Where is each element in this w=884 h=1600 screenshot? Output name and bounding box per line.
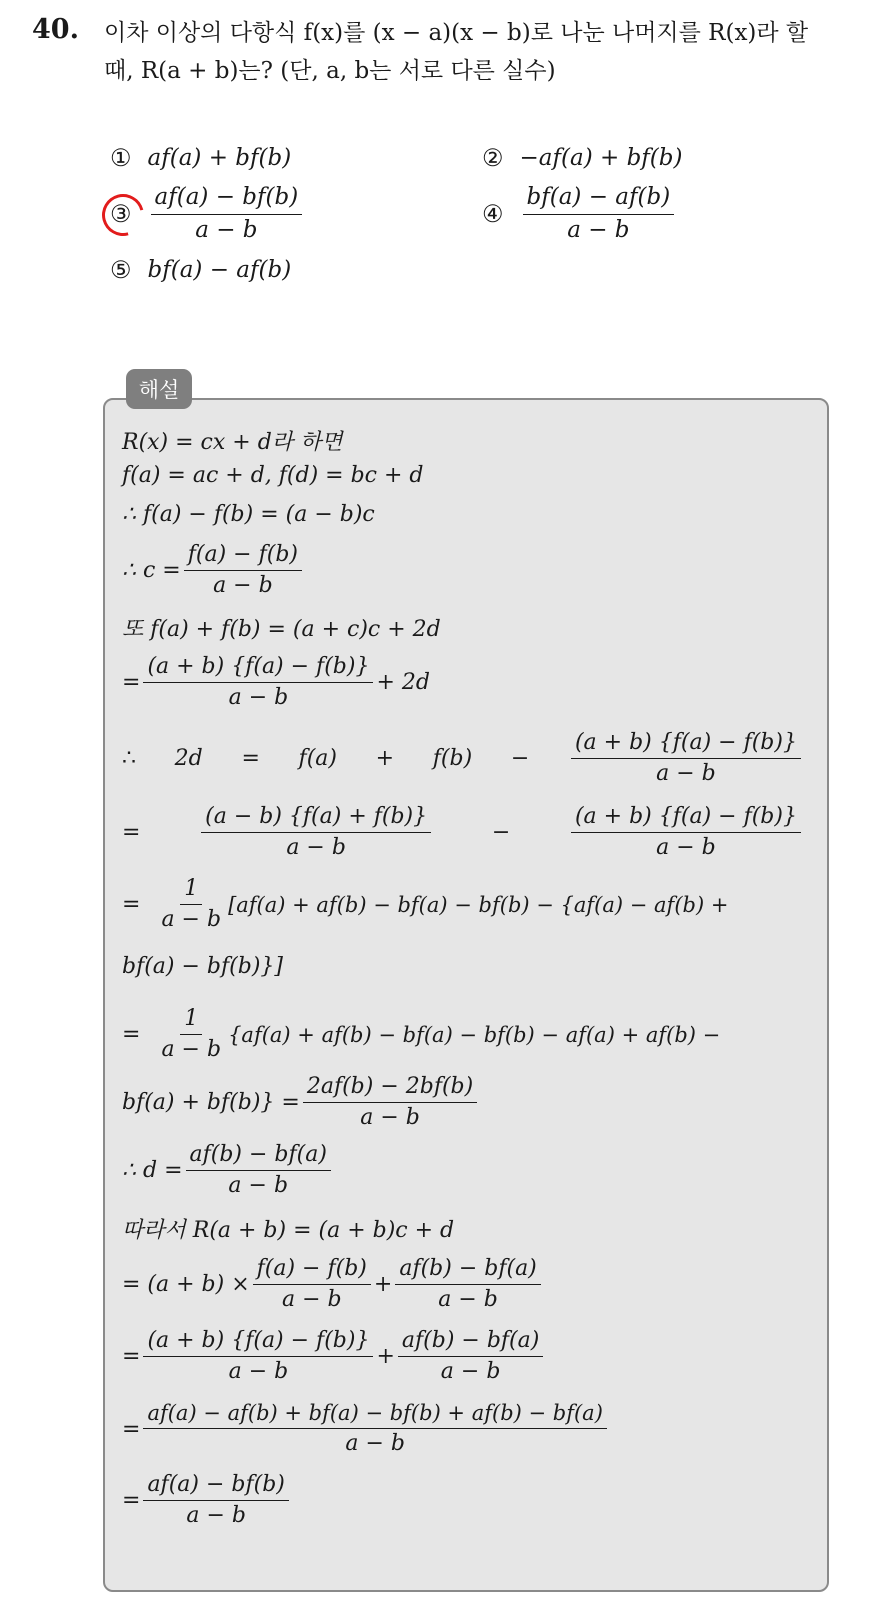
fraction: $\frac{1}{a - b}$ xyxy=(161,1006,222,1063)
solution-line: = $\frac{af(a) - af(b) + bf(a) - bf(b) + af(b) - bf(a)}{a - b}$ xyxy=(122,1401,610,1458)
solution-line: 따라서 R(a + b) = (a + b)c + d xyxy=(122,1218,455,1243)
solution-line: ∴ 2d = f(a) + f(b) − $\frac{(a + b) \{f(a) - f(b)\}}{a - b}$ xyxy=(122,730,804,788)
choice-text: af(a) + bf(b) xyxy=(147,145,292,171)
fraction: $\frac{af(b) - bf(a)}{a - b}$ xyxy=(186,1142,331,1200)
choice-text: −af(a) + bf(b) xyxy=(519,145,683,171)
solution-line: 또 f(a) + f(b) = (a + c)c + 2d xyxy=(122,617,441,642)
fraction: $\frac{(a - b) \{f(a) + f(b)\}}{a - b}$ xyxy=(201,804,431,862)
choice-number: ③ xyxy=(110,200,132,228)
solution-line: = (a + b) × $\frac{f(a) - f(b)}{a - b}$ + $\frac{af(b) - bf(a)}{a - b}$ xyxy=(122,1256,544,1314)
question-line-1: 이차 이상의 다항식 f(x)를 (x − a)(x − b)로 나눈 나머지를 R(x)라 할 xyxy=(104,20,809,46)
answer-circle-mark xyxy=(94,186,151,243)
solution-line: = $\frac{(a - b) \{f(a) + f(b)\}}{a - b}$ − $\frac{(a + b) \{f(a) - f(b)\}}{a - b}$ xyxy=(122,804,804,862)
fraction: $\frac{af(a) - af(b) + bf(a) - bf(b) + af(b) - bf(a)}{a - b}$ xyxy=(143,1401,606,1458)
choice-number: ② xyxy=(482,144,504,172)
solution-tag: 해설 xyxy=(126,369,192,409)
solution-line: = $\frac{(a + b) \{f(a) - f(b)\}}{a - b}$ + $\frac{af(b) - bf(a)}{a - b}$ xyxy=(122,1328,546,1386)
fraction: $\frac{af(b) - bf(a)}{a - b}$ xyxy=(398,1328,543,1386)
choice-number: ⑤ xyxy=(110,256,132,284)
choice-3[interactable] xyxy=(110,184,305,244)
solution-line: ∴ c = $\frac{f(a) - f(b)}{a - b}$ xyxy=(122,542,305,600)
fraction: $\frac{(a + b) \{f(a) - f(b)\}}{a - b}$ xyxy=(571,730,801,788)
choice-text: bf(a) − af(b) xyxy=(147,257,292,283)
choice-number: ④ xyxy=(482,200,504,229)
choice-fraction: $\frac{af(a) - bf(b)}{a - b}$ xyxy=(151,184,303,244)
fraction: $\frac{(a + b) \{f(a) - f(b)\}}{a - b}$ xyxy=(143,654,373,712)
solution-line: = $\frac{1}{a - b}$ {af(a) + af(b) − bf(a) − bf(b) − af(a) + af(b) − xyxy=(122,1006,721,1063)
choice-5[interactable] xyxy=(110,256,291,284)
solution-line: = $\frac{(a + b) \{f(a) - f(b)\}}{a - b}$ + 2d xyxy=(122,654,430,711)
solution-line: bf(a) + bf(b)} = $\frac{2af(b) - 2bf(b)}{a - b}$ xyxy=(122,1074,480,1132)
solution-line: bf(a) − bf(b)}] xyxy=(122,954,283,979)
fraction: $\frac{f(a) - f(b)}{a - b}$ xyxy=(184,542,302,600)
question-number: 40. xyxy=(32,14,79,45)
choice-4[interactable] xyxy=(482,184,677,244)
fraction: $\frac{(a + b) \{f(a) - f(b)\}}{a - b}$ xyxy=(143,1328,373,1386)
solution-line: = $\frac{1}{a - b}$ [af(a) + af(b) − bf(a) − bf(b) − {af(a) − af(b) + xyxy=(122,876,729,933)
solution-line: ∴ d = $\frac{af(b) - bf(a)}{a - b}$ xyxy=(122,1142,334,1200)
solution-line: f(a) = ac + d, f(d) = bc + d xyxy=(122,463,424,488)
choice-2[interactable] xyxy=(482,144,682,172)
fraction: $\frac{f(a) - f(b)}{a - b}$ xyxy=(253,1256,371,1314)
choice-fraction: $\frac{bf(a) - af(b)}{a - b}$ xyxy=(523,184,675,244)
solution-line: = $\frac{af(a) - bf(b)}{a - b}$ xyxy=(122,1472,292,1530)
question-text xyxy=(104,14,874,90)
question-line-2: 때, R(a + b)는? (단, a, b는 서로 다른 실수) xyxy=(104,58,556,84)
fraction: $\frac{2af(b) - 2bf(b)}{a - b}$ xyxy=(303,1074,477,1132)
solution-line: R(x) = cx + d라 하면 xyxy=(122,430,343,455)
fraction: $\frac{(a + b) \{f(a) - f(b)\}}{a - b}$ xyxy=(571,804,801,862)
choice-number: ① xyxy=(110,144,132,172)
solution-line: ∴ f(a) − f(b) = (a − b)c xyxy=(122,502,375,527)
fraction: $\frac{af(a) - bf(b)}{a - b}$ xyxy=(143,1472,288,1530)
fraction: $\frac{af(b) - bf(a)}{a - b}$ xyxy=(395,1256,540,1314)
choice-1[interactable] xyxy=(110,144,291,172)
fraction: $\frac{1}{a - b}$ xyxy=(161,876,222,933)
